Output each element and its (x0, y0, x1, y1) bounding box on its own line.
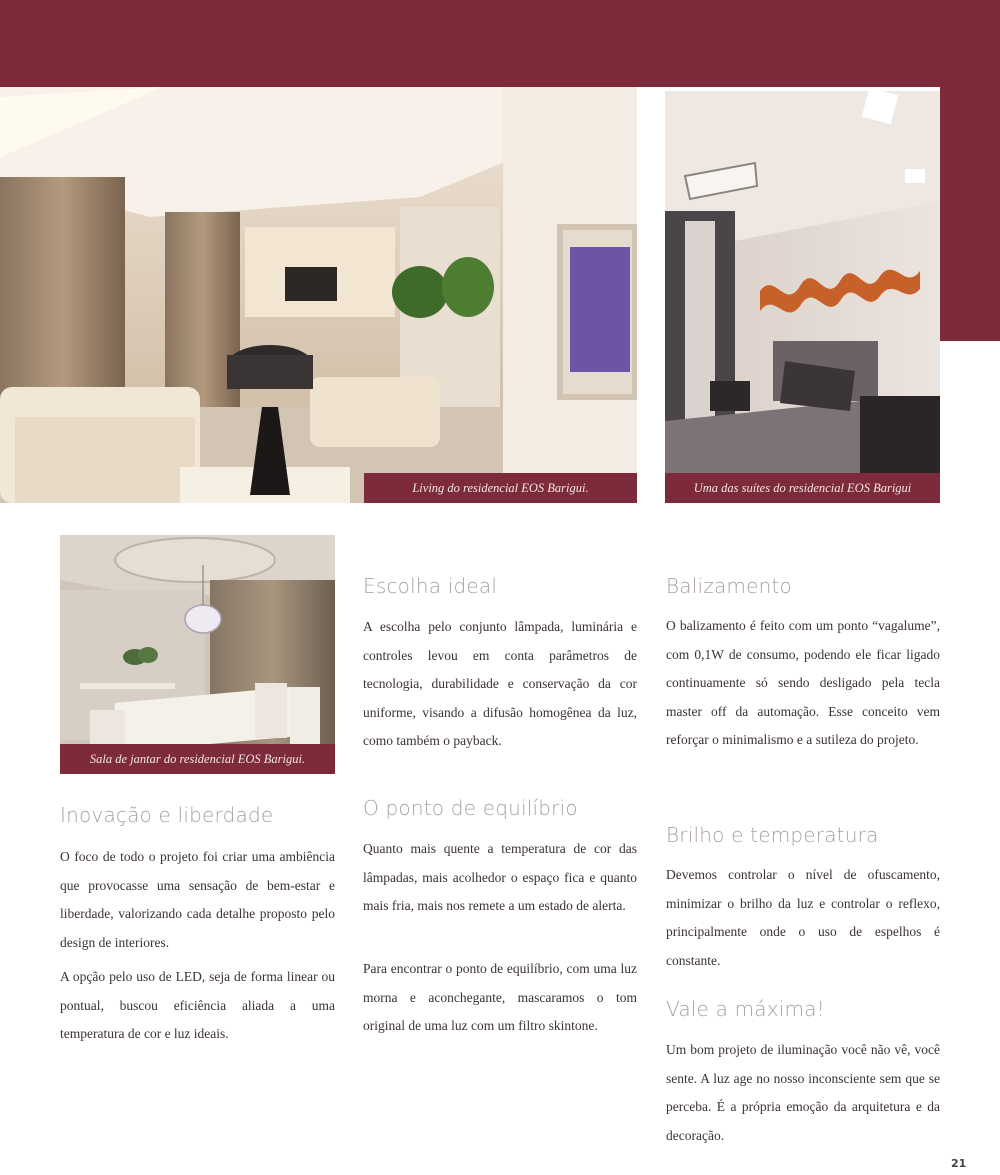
heading-brilho: Brilho e temperatura (666, 823, 879, 847)
dining-room-caption: Sala de jantar do residencial EOS Barigui. (60, 744, 335, 774)
paragraph-inovacao-1: O foco de todo o projeto foi criar uma ambiência que provocasse uma sensação de bem-estar e liberdade, valorizando cada detalhe proposto pelo design de interiores. (60, 849, 335, 950)
heading-equilibrio: O ponto de equilíbrio (363, 796, 578, 820)
heading-inovacao: Inovação e liberdade (60, 803, 274, 827)
heading-balizamento: Balizamento (666, 574, 792, 598)
paragraph-brilho-1: Devemos controlar o nível de ofuscamento, minimizar o brilho da luz e controlar o reflexo, principalmente onde o uso de espelhos é constante. (666, 867, 940, 968)
heading-vale: Vale a máxima! (666, 997, 825, 1021)
suite-caption: Uma das suítes do residencial EOS Barigui (665, 473, 940, 503)
suite-photo (665, 91, 940, 503)
paragraph-inovacao-2: A opção pelo uso de LED, seja de forma linear ou pontual, buscou eficiência aliada a uma temperatura de cor e luz ideais. (60, 969, 335, 1041)
dining-room-photo (60, 535, 335, 774)
living-room-photo (0, 87, 637, 503)
right-color-band (940, 87, 1000, 341)
paragraph-vale-1: Um bom projeto de iluminação você não vê, você sente. A luz age no nosso inconsciente sem que se perceba. É a própria emoção da arquitetura e da decoração. (666, 1042, 940, 1143)
page-number: 21 (951, 1157, 967, 1170)
paragraph-equilibrio-1: Quanto mais quente a temperatura de cor das lâmpadas, mais acolhedor o espaço fica e quanto mais fria, mais nos remete a um estado de alerta. (363, 841, 637, 913)
paragraph-escolha-1: A escolha pelo conjunto lâmpada, luminária e controles levou em conta parâmetros de tecnologia, durabilidade e conservação da cor uniforme, visando a difusão homogênea da luz, como também o payback. (363, 619, 637, 748)
heading-escolha: Escolha ideal (363, 574, 498, 598)
top-color-band (0, 0, 1000, 87)
paragraph-equilibrio-2: Para encontrar o ponto de equilíbrio, com uma luz morna e aconchegante, mascaramos o tom original de uma luz com um filtro skintone. (363, 961, 637, 1033)
paragraph-balizamento-1: O balizamento é feito com um ponto “vagalume”, com 0,1W de consumo, podendo ele ficar ligado continuamente só sendo desligado pela tecla master off da automação. Esse conceito vem reforçar o minimalismo e a sutileza do projeto. (666, 618, 940, 747)
living-room-caption: Living do residencial EOS Barigui. (364, 473, 637, 503)
